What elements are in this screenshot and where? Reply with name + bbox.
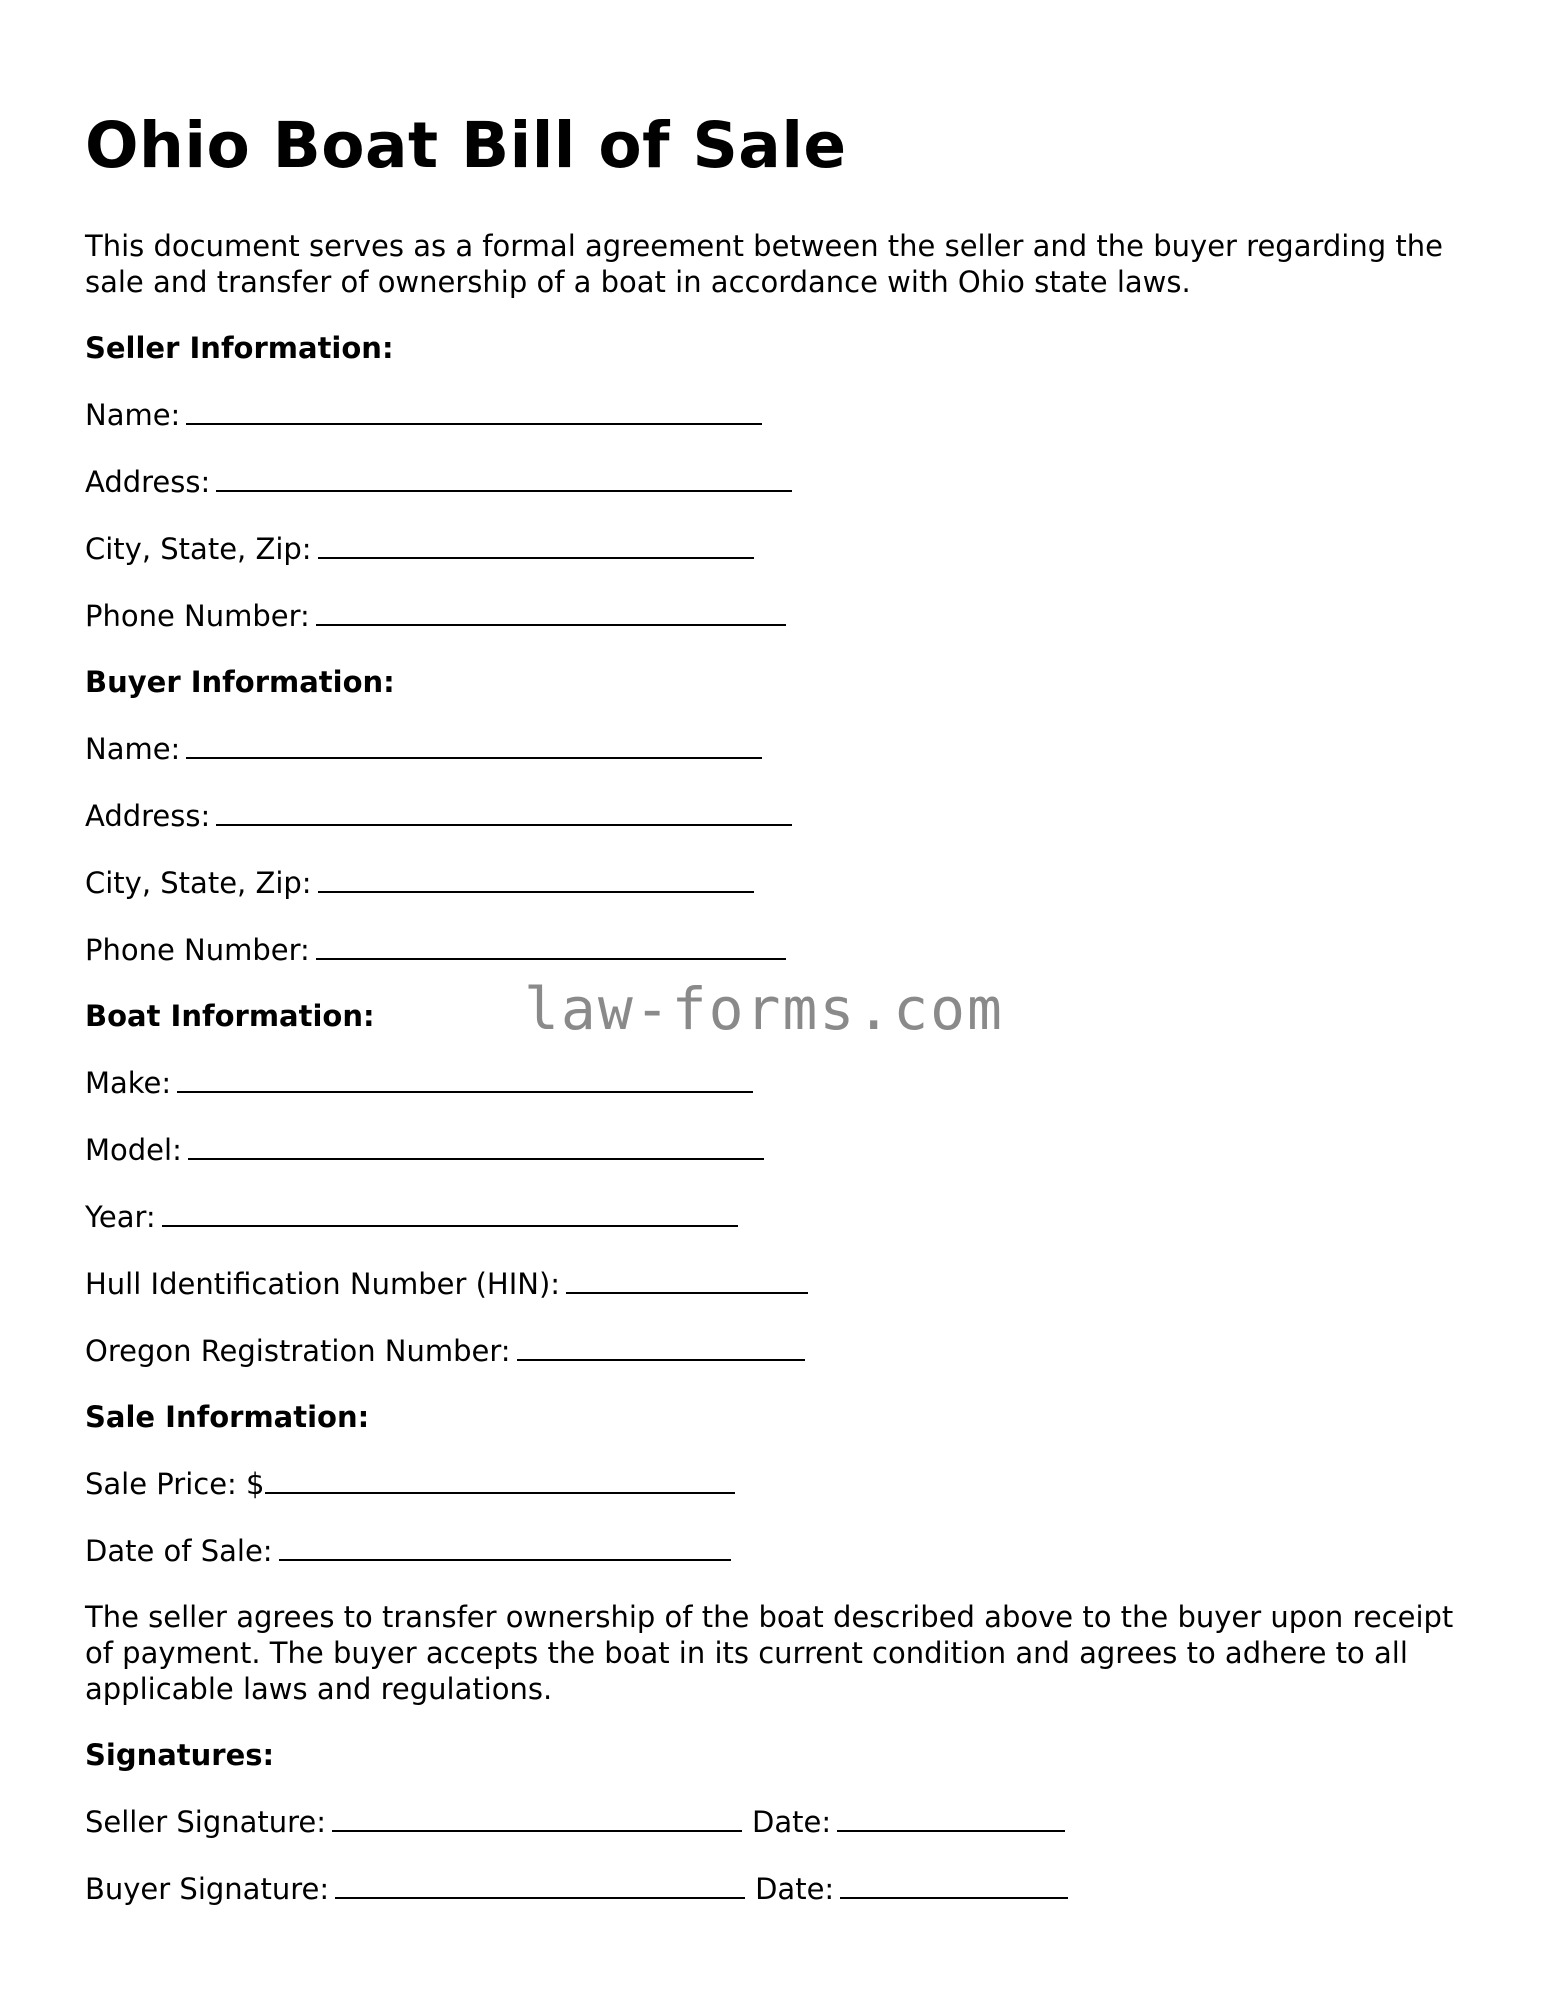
boat-year-line[interactable] xyxy=(162,1203,738,1227)
boat-registration-field xyxy=(85,1333,1465,1369)
boat-hin-label: Hull Identification Number (HIN): xyxy=(85,1267,561,1301)
boat-make-line[interactable] xyxy=(177,1069,753,1093)
buyer-date-line[interactable] xyxy=(840,1875,1068,1899)
buyer-phone-label: Phone Number: xyxy=(85,933,310,967)
seller-city-label: City, State, Zip: xyxy=(85,532,312,566)
seller-address-label: Address: xyxy=(85,465,211,499)
seller-heading: Seller Information: xyxy=(85,331,394,365)
sale-date-line[interactable] xyxy=(279,1537,731,1561)
seller-signature-line[interactable] xyxy=(332,1808,742,1832)
seller-name-field xyxy=(85,397,1465,433)
signatures-heading: Signatures: xyxy=(85,1738,275,1772)
boat-model-line[interactable] xyxy=(188,1136,764,1160)
seller-phone-label: Phone Number: xyxy=(85,599,310,633)
intro-paragraph: This document serves as a formal agreement between the seller and the buyer regarding the sale and transfer of ownership of a boat in accordance with Ohio state laws. xyxy=(85,229,1443,299)
buyer-date-label: Date: xyxy=(755,1872,835,1906)
closing-paragraph: The seller agrees to transfer ownership of the boat described above to the buyer upon receipt of payment. The buyer accepts the boat in its current condition and agrees to adhere to all applicable laws and regulations. xyxy=(85,1600,1454,1706)
seller-phone-line[interactable] xyxy=(316,602,786,626)
buyer-address-line[interactable] xyxy=(216,802,792,826)
boat-make-field xyxy=(85,1065,1465,1101)
buyer-name-label: Name: xyxy=(85,732,181,766)
sale-price-line[interactable] xyxy=(265,1470,735,1494)
buyer-heading: Buyer Information: xyxy=(85,665,395,699)
boat-make-label: Make: xyxy=(85,1066,172,1100)
buyer-signature-field xyxy=(85,1871,1465,1907)
sale-date-label: Date of Sale: xyxy=(85,1534,273,1568)
seller-phone-field xyxy=(85,598,1465,634)
buyer-phone-field xyxy=(85,932,1465,968)
boat-hin-line[interactable] xyxy=(566,1270,808,1294)
watermark: law-forms.com xyxy=(524,975,1004,1043)
buyer-name-line[interactable] xyxy=(186,735,762,759)
buyer-address-label: Address: xyxy=(85,799,211,833)
boat-hin-field xyxy=(85,1266,1465,1302)
sale-price-label: Sale Price: $ xyxy=(85,1467,265,1501)
page-title: Ohio Boat Bill of Sale xyxy=(85,109,847,182)
seller-city-line[interactable] xyxy=(318,535,754,559)
buyer-signature-label: Buyer Signature: xyxy=(85,1872,330,1906)
buyer-city-field xyxy=(85,865,1465,901)
buyer-city-line[interactable] xyxy=(318,869,754,893)
boat-year-field xyxy=(85,1199,1465,1235)
sale-heading: Sale Information: xyxy=(85,1400,370,1434)
seller-date-label: Date: xyxy=(752,1805,832,1839)
boat-model-label: Model: xyxy=(85,1133,182,1167)
boat-year-label: Year: xyxy=(85,1200,156,1234)
boat-registration-label: Oregon Registration Number: xyxy=(85,1334,511,1368)
seller-date-line[interactable] xyxy=(837,1808,1065,1832)
boat-heading: Boat Information: xyxy=(85,999,375,1033)
buyer-city-label: City, State, Zip: xyxy=(85,866,312,900)
seller-signature-field xyxy=(85,1804,1465,1840)
seller-signature-label: Seller Signature: xyxy=(85,1805,327,1839)
seller-city-field xyxy=(85,531,1465,567)
buyer-phone-line[interactable] xyxy=(316,936,786,960)
seller-name-label: Name: xyxy=(85,398,181,432)
buyer-name-field xyxy=(85,731,1465,767)
sale-price-field xyxy=(85,1466,1465,1502)
buyer-address-field xyxy=(85,798,1465,834)
seller-address-line[interactable] xyxy=(216,468,792,492)
sale-date-field xyxy=(85,1533,1465,1569)
seller-address-field xyxy=(85,464,1465,500)
boat-registration-line[interactable] xyxy=(517,1337,805,1361)
seller-name-line[interactable] xyxy=(186,401,762,425)
buyer-signature-line[interactable] xyxy=(335,1875,745,1899)
boat-model-field xyxy=(85,1132,1465,1168)
